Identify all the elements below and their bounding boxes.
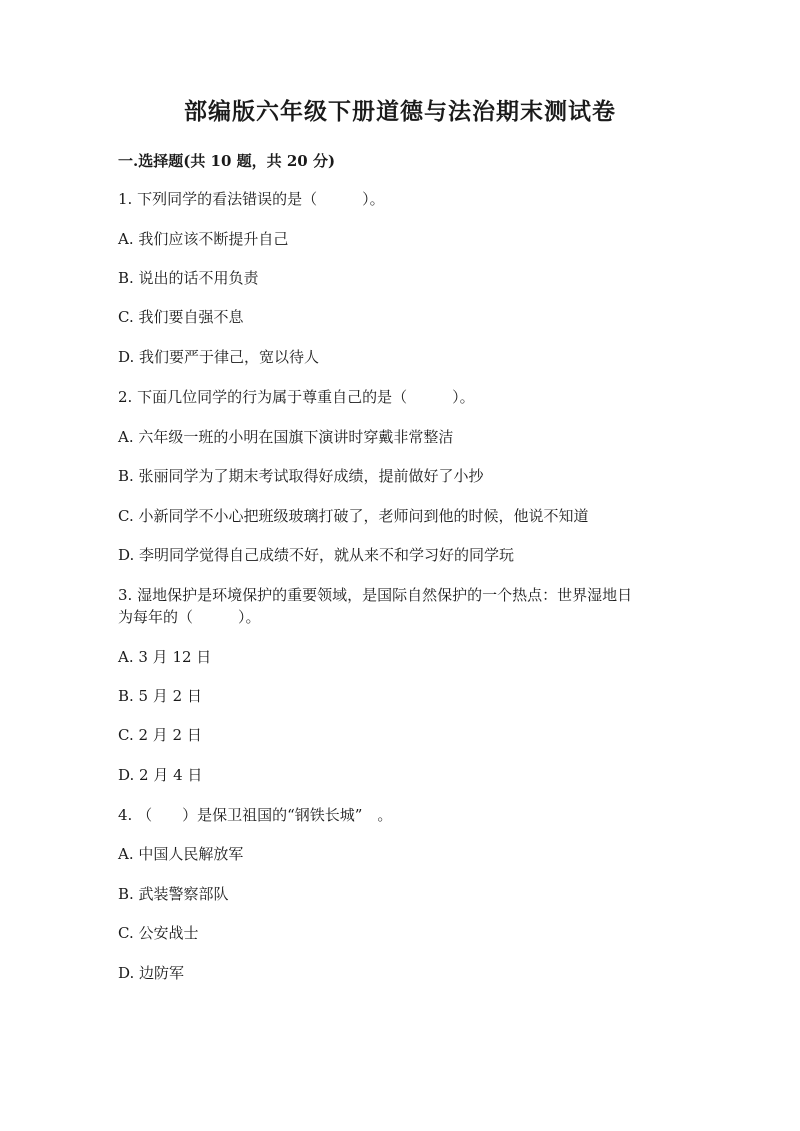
question-1-stem: 1. 下列同学的看法错误的是（ ）。 [118, 190, 385, 208]
question-4-option-d: D. 边防军 [118, 964, 185, 982]
question-1-option-b: B. 说出的话不用负责 [118, 269, 259, 287]
question-1-option-c: C. 我们要自强不息 [118, 308, 244, 326]
question-3-option-d: D. 2 月 4 日 [118, 766, 203, 784]
question-2-option-d: D. 李明同学觉得自己成绩不好，就从来不和学习好的同学玩 [118, 546, 515, 564]
question-2-option-a: A. 六年级一班的小明在国旗下演讲时穿戴非常整洁 [118, 428, 454, 446]
section-heading: 一.选择题(共 10 题，共 20 分) [118, 152, 336, 170]
question-3-option-b: B. 5 月 2 日 [118, 687, 202, 705]
question-3-stem-line-2: 为每年的（ ）。 [118, 608, 261, 626]
question-1-option-d: D. 我们要严于律己，宽以待人 [118, 348, 320, 366]
question-3-stem-line-1: 3. 湿地保护是环境保护的重要领域，是国际自然保护的一个热点：世界湿地日 [118, 586, 633, 604]
question-4-option-c: C. 公安战士 [118, 924, 199, 942]
question-2-option-b: B. 张丽同学为了期末考试取得好成绩，提前做好了小抄 [118, 467, 484, 485]
question-4-stem: 4. （ ）是保卫祖国的“钢铁长城” 。 [118, 806, 393, 824]
question-3-option-a: A. 3 月 12 日 [118, 648, 212, 666]
question-4-option-b: B. 武装警察部队 [118, 885, 229, 903]
question-2-stem: 2. 下面几位同学的行为属于尊重自己的是（ ）。 [118, 388, 475, 406]
question-2-option-c: C. 小新同学不小心把班级玻璃打破了，老师问到他的时候，他说不知道 [118, 507, 589, 525]
document-title: 部编版六年级下册道德与法治期末测试卷 [184, 98, 616, 125]
question-1-option-a: A. 我们应该不断提升自己 [118, 230, 289, 248]
question-4-option-a: A. 中国人民解放军 [118, 845, 244, 863]
question-3-option-c: C. 2 月 2 日 [118, 726, 202, 744]
